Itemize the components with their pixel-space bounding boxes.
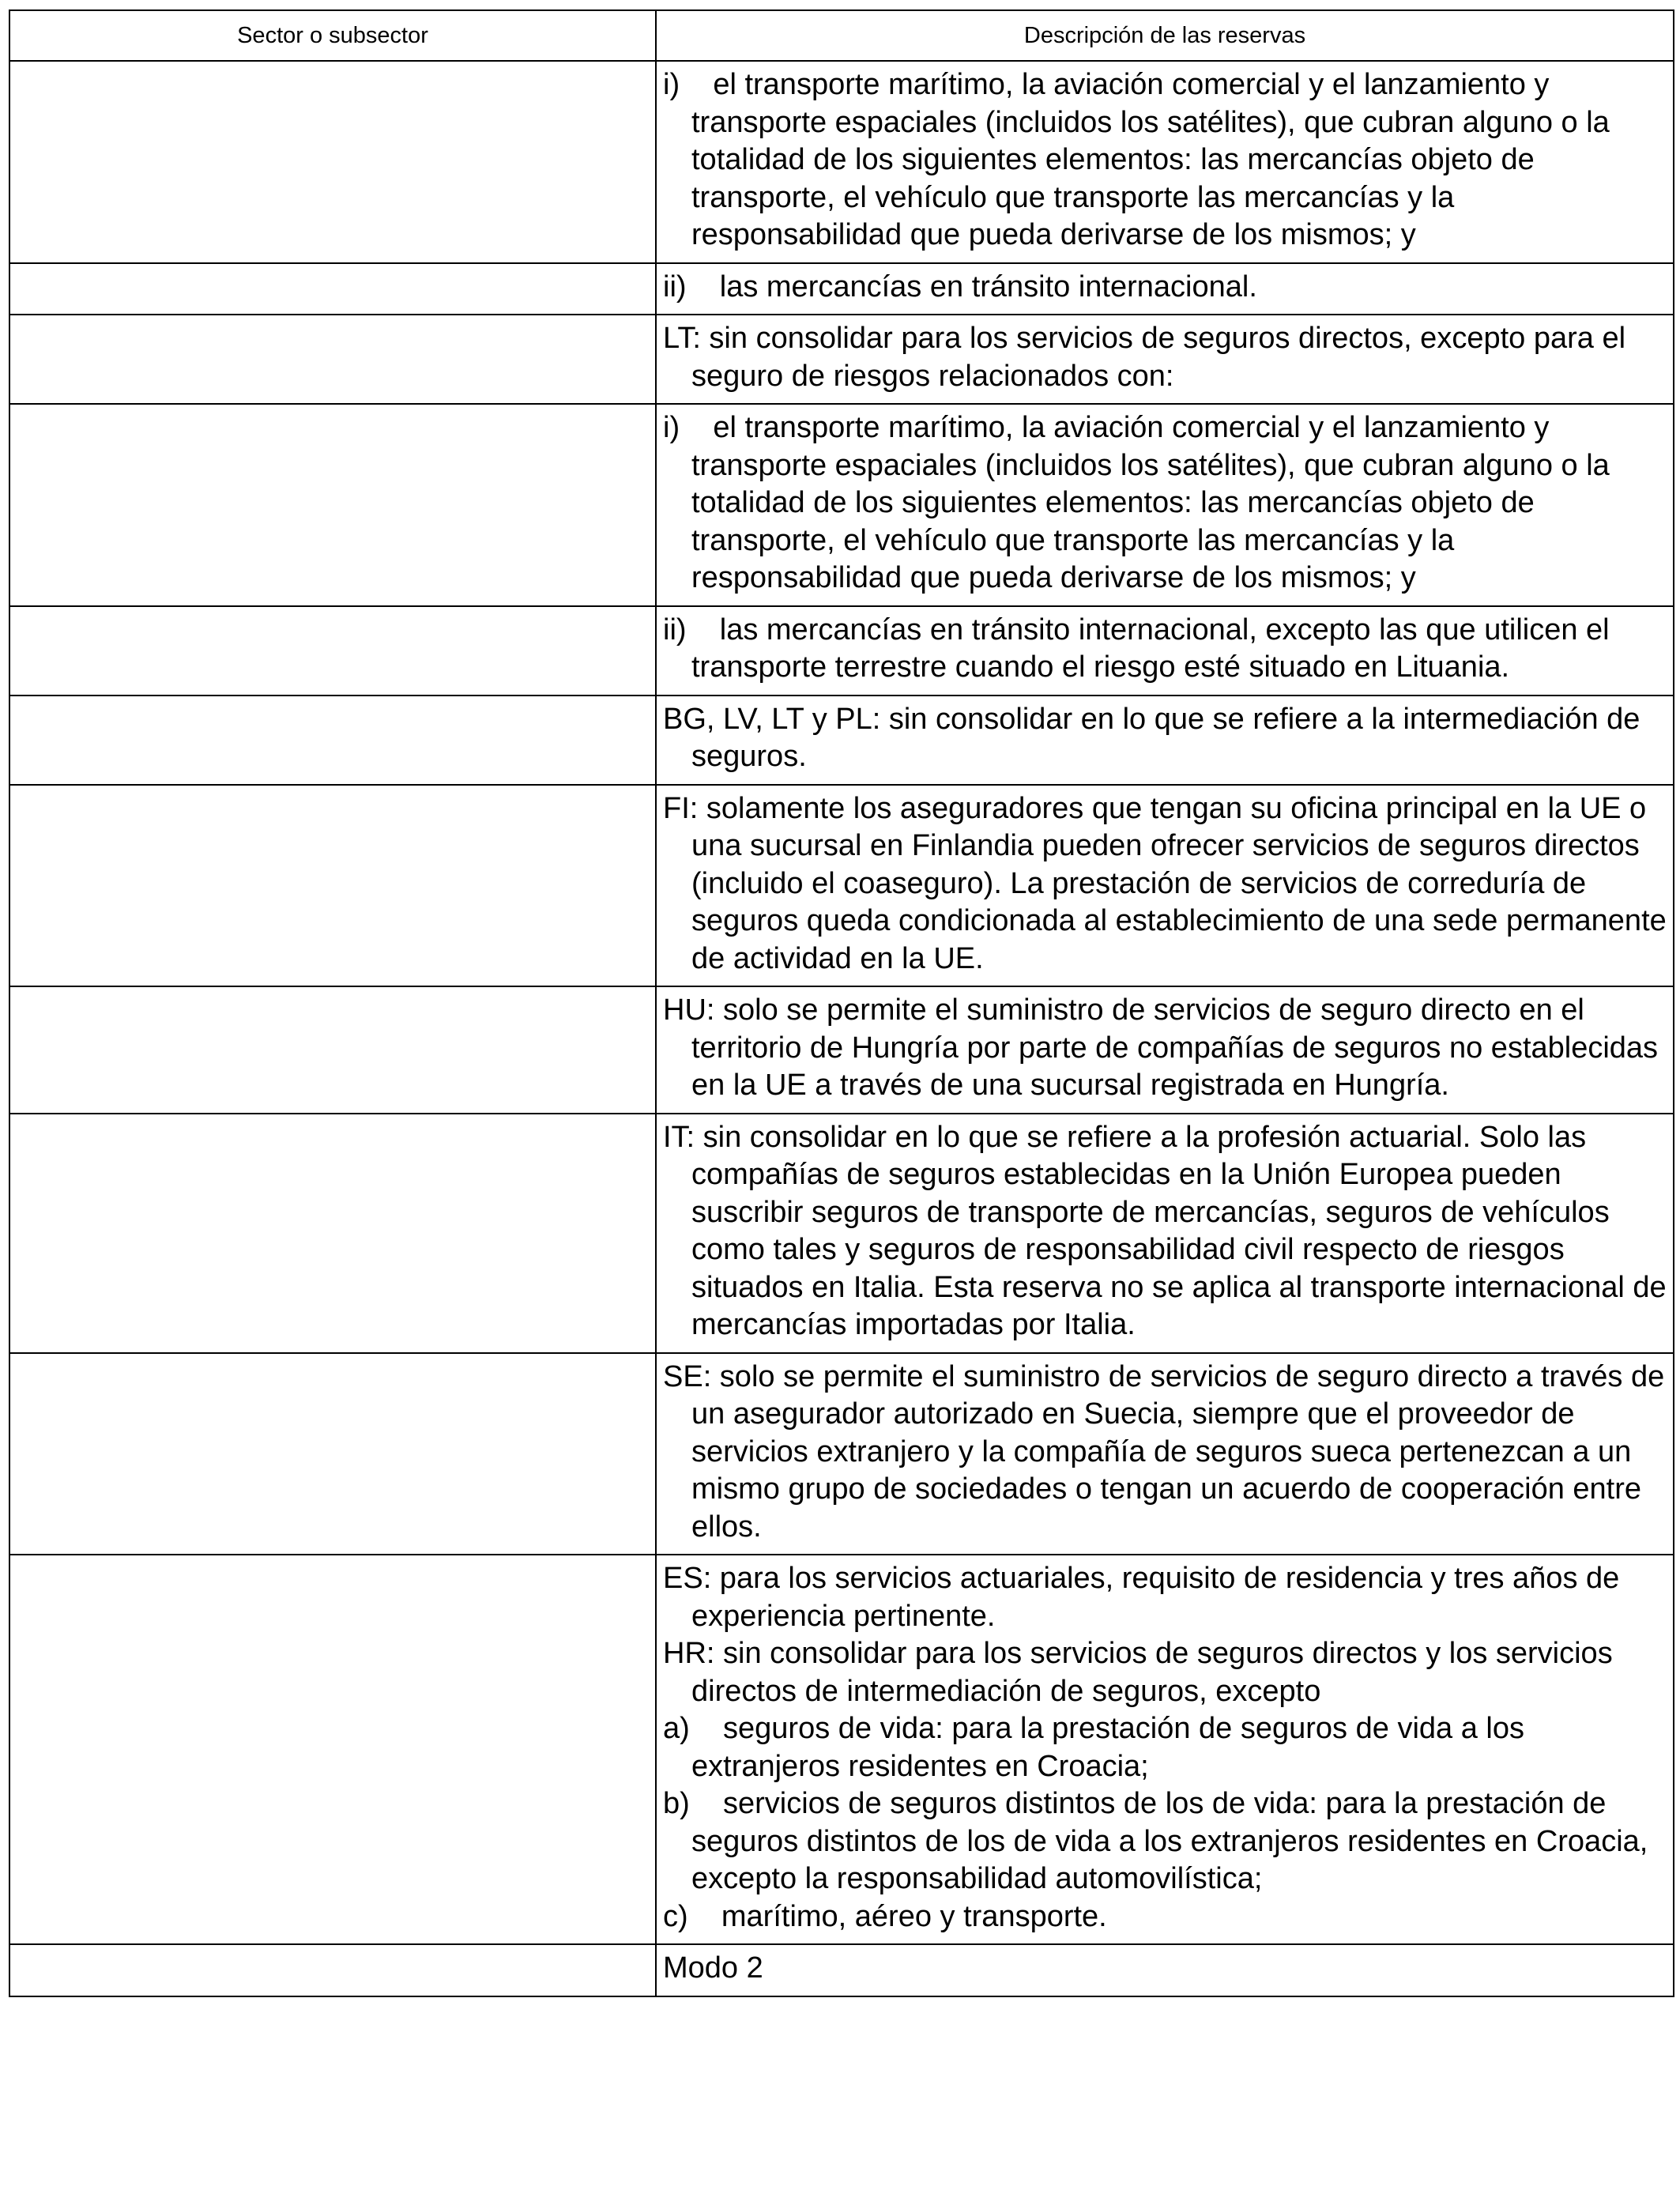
table-row: [9, 1555, 1674, 1944]
reservation-paragraph: i) el transporte marítimo, la aviación comercial y el lanzamiento y transporte espaciales (incluidos los satélites), que cubran alguno o la totalidad de los siguientes elementos: las mercancías objeto de transporte, el vehículo que transporte las mercancías y la responsabilidad que pueda derivarse de los mismos; y: [663, 68, 1618, 251]
reservation-paragraph: Modo 2: [663, 1951, 763, 1985]
reservation-paragraph: a) seguros de vida: para la prestación de seguros de vida a los extranjeros residentes en Croacia;: [663, 1712, 1533, 1783]
table-header-row: [9, 10, 1674, 61]
table-row: [9, 1114, 1674, 1353]
sector-cell: [9, 986, 656, 1114]
sector-cell: [9, 61, 656, 263]
sector-cell: [9, 1353, 656, 1555]
reservation-paragraph: FI: solamente los aseguradores que tengan su oficina principal en la UE o una sucursal en Finlandia pueden ofrecer servicios de seguros directos (incluido el coaseguro). La prestación de servicios de correduría de seguros queda condicionada al establecimiento de una sede permanente de actividad en la UE.: [663, 791, 1675, 975]
reservation-paragraph: HU: solo se permite el suministro de servicios de seguro directo en el territorio de Hungría por parte de compañías de seguros no establecidas en la UE a través de una sucursal registrada en Hungría.: [663, 993, 1667, 1102]
table-row: [9, 404, 1674, 606]
table-row: [9, 1353, 1674, 1555]
sector-cell: [9, 404, 656, 606]
reservation-paragraph: c) marítimo, aéreo y transporte.: [663, 1899, 1107, 1933]
description-cell: [656, 263, 1674, 315]
description-cell: [656, 1114, 1674, 1353]
table-row: [9, 606, 1674, 696]
reservation-paragraph: SE: solo se permite el suministro de servicios de seguro directo a través de un asegurador autorizado en Suecia, siempre que el proveedor de servicios extranjero y la compañía de seguros sueca pertenezcan a un mismo grupo de sociedades o tengan un acuerdo de cooperación entre ellos.: [663, 1359, 1673, 1544]
description-cell: [656, 61, 1674, 263]
sector-cell: [9, 785, 656, 987]
table-row: [9, 315, 1674, 404]
reservations-table: [9, 9, 1674, 1997]
table-row: [9, 696, 1674, 785]
reservation-paragraph: BG, LV, LT y PL: sin consolidar en lo que se refiere a la intermediación de seguros.: [663, 702, 1648, 773]
table-row: [9, 263, 1674, 315]
table-row: [9, 1944, 1674, 1996]
description-cell: [656, 1944, 1674, 1996]
reservation-paragraph: ii) las mercancías en tránsito internacional.: [663, 270, 1257, 303]
reservation-paragraph: b) servicios de seguros distintos de los de vida: para la prestación de seguros distintos de los de vida a los extranjeros residentes en Croacia, excepto la responsabilidad automovilística;: [663, 1787, 1656, 1895]
header-sector: Sector o subsector: [9, 10, 656, 61]
description-cell: [656, 1353, 1674, 1555]
description-cell: [656, 315, 1674, 404]
table-row: [9, 61, 1674, 263]
header-description: Descripción de las reservas: [656, 10, 1674, 61]
reservation-paragraph: HR: sin consolidar para los servicios de seguros directos y los servicios directos de intermediación de seguros, excepto: [663, 1637, 1622, 1708]
sector-cell: [9, 606, 656, 696]
reservation-paragraph: ES: para los servicios actuariales, requisito de residencia y tres años de experiencia pertinente.: [663, 1562, 1628, 1633]
sector-cell: [9, 1555, 656, 1944]
description-cell: [656, 696, 1674, 785]
table-body: [9, 61, 1674, 1996]
description-cell: [656, 1555, 1674, 1944]
reservation-paragraph: i) el transporte marítimo, la aviación comercial y el lanzamiento y transporte espaciales (incluidos los satélites), que cubran alguno o la totalidad de los siguientes elementos: las mercancías objeto de transporte, el vehículo que transporte las mercancías y la responsabilidad que pueda derivarse de los mismos; y: [663, 411, 1618, 594]
description-cell: [656, 404, 1674, 606]
reservation-paragraph: ii) las mercancías en tránsito internacional, excepto las que utilicen el transporte terrestre cuando el riesgo esté situado en Lituania.: [663, 613, 1618, 684]
table-row: [9, 986, 1674, 1114]
sector-cell: [9, 263, 656, 315]
sector-cell: [9, 315, 656, 404]
description-cell: [656, 986, 1674, 1114]
description-cell: [656, 785, 1674, 987]
description-cell: [656, 606, 1674, 696]
reservation-paragraph: LT: sin consolidar para los servicios de seguros directos, excepto para el seguro de riesgos relacionados con:: [663, 322, 1634, 393]
sector-cell: [9, 1944, 656, 1996]
reservation-paragraph: IT: sin consolidar en lo que se refiere a la profesión actuarial. Solo las compañías de seguros establecidas en la Unión Europea pueden suscribir seguros de transporte de mercancías, seguros de vehículos como tales y seguros de responsabilidad civil respecto de riesgos situados en Italia. Esta reserva no se aplica al transporte internacional de mercancías importadas por Italia.: [663, 1120, 1675, 1341]
table-row: [9, 785, 1674, 987]
sector-cell: [9, 1114, 656, 1353]
sector-cell: [9, 696, 656, 785]
